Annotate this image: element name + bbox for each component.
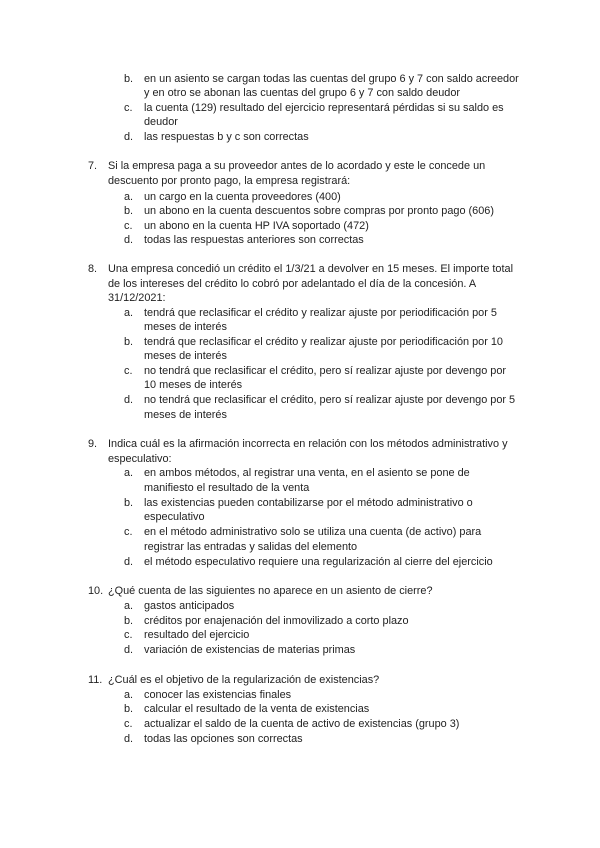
option-text: no tendrá que reclasificar el crédito, pero sí realizar ajuste por devengo por <box>144 365 507 377</box>
option-letter: d. <box>124 556 134 568</box>
option-text: meses de interés <box>144 409 227 421</box>
option-text: resultado del ejercicio <box>144 629 250 641</box>
option-text: un abono en la cuenta HP IVA soportado (472) <box>144 220 369 232</box>
option-letter: c. <box>124 526 133 538</box>
question-text: ¿Qué cuenta de las siguientes no aparece en un asiento de cierre? <box>108 585 433 597</box>
question-number: 10. <box>88 585 104 597</box>
question-text: Si la empresa paga a su proveedor antes de lo acordado y este le concede un <box>108 160 486 172</box>
option-letter: a. <box>124 191 134 203</box>
option-text: gastos anticipados <box>144 600 235 612</box>
question-text: Indica cuál es la afirmación incorrecta en relación con los métodos administrativo y <box>108 438 508 450</box>
option-letter: b. <box>124 205 134 217</box>
question-number: 9. <box>88 438 98 450</box>
question-text: especulativo: <box>108 453 172 465</box>
question-text: de los intereses del crédito lo cobró por adelantado el día de la concesión. A <box>108 278 477 290</box>
option-letter: d. <box>124 733 134 745</box>
question-text: ¿Cuál es el objetivo de la regularización de existencias? <box>108 674 380 686</box>
option-text: la cuenta (129) resultado del ejercicio representará pérdidas si su saldo es <box>144 102 504 114</box>
option-text: en un asiento se cargan todas las cuentas del grupo 6 y 7 con saldo acreedor <box>144 73 519 85</box>
option-text: tendrá que reclasificar el crédito y realizar ajuste por periodificación por 5 <box>144 307 497 319</box>
option-letter: d. <box>124 131 134 143</box>
option-text: manifiesto el resultado de la venta <box>144 482 310 494</box>
option-text: las respuestas b y c son correctas <box>144 131 309 143</box>
option-text: el método especulativo requiere una regularización al cierre del ejercicio <box>144 556 493 568</box>
option-text: 10 meses de interés <box>144 379 243 391</box>
question-number: 11. <box>88 674 103 686</box>
option-text: todas las opciones son correctas <box>144 733 303 745</box>
option-letter: c. <box>124 365 133 377</box>
option-letter: a. <box>124 689 134 701</box>
question-text: 31/12/2021: <box>108 292 166 304</box>
option-text: meses de interés <box>144 350 227 362</box>
question-text: descuento por pronto pago, la empresa registrará: <box>108 175 351 187</box>
option-letter: d. <box>124 234 134 246</box>
option-text: en ambos métodos, al registrar una venta, en el asiento se pone de <box>144 467 470 479</box>
option-text: en el método administrativo solo se utiliza una cuenta (de activo) para <box>144 526 482 538</box>
option-letter: c. <box>124 629 133 641</box>
option-text: no tendrá que reclasificar el crédito, pero sí realizar ajuste por devengo por 5 <box>144 394 516 406</box>
option-letter: b. <box>124 497 134 509</box>
option-text: las existencias pueden contabilizarse por el método administrativo o <box>144 497 473 509</box>
option-text: variación de existencias de materias primas <box>144 644 356 656</box>
option-text: tendrá que reclasificar el crédito y realizar ajuste por periodificación por 10 <box>144 336 503 348</box>
option-letter: d. <box>124 644 134 656</box>
option-text: actualizar el saldo de la cuenta de activo de existencias (grupo 3) <box>144 718 460 730</box>
option-text: y en otro se abonan las cuentas del grupo 6 y 7 con saldo deudor <box>144 87 461 99</box>
option-text: calcular el resultado de la venta de existencias <box>144 703 370 715</box>
option-text: meses de interés <box>144 321 227 333</box>
option-text: deudor <box>144 116 178 128</box>
option-letter: c. <box>124 102 133 114</box>
option-text: registrar las entradas y salidas del elemento <box>144 541 358 553</box>
option-letter: d. <box>124 394 134 406</box>
question-number: 8. <box>88 263 98 275</box>
option-letter: c. <box>124 220 133 232</box>
option-letter: b. <box>124 615 134 627</box>
option-letter: b. <box>124 73 134 85</box>
option-letter: a. <box>124 600 134 612</box>
option-text: especulativo <box>144 511 205 523</box>
option-text: créditos por enajenación del inmovilizado a corto plazo <box>144 615 409 627</box>
option-text: un cargo en la cuenta proveedores (400) <box>144 191 341 203</box>
option-text: un abono en la cuenta descuentos sobre compras por pronto pago (606) <box>144 205 494 217</box>
question-text: Una empresa concedió un crédito el 1/3/21 a devolver en 15 meses. El importe total <box>108 263 513 275</box>
option-letter: a. <box>124 467 134 479</box>
question-number: 7. <box>88 160 98 172</box>
option-letter: b. <box>124 336 134 348</box>
option-text: todas las respuestas anteriores son correctas <box>144 234 364 246</box>
option-text: conocer las existencias finales <box>144 689 292 701</box>
option-letter: a. <box>124 307 134 319</box>
option-letter: b. <box>124 703 134 715</box>
option-letter: c. <box>124 718 133 730</box>
